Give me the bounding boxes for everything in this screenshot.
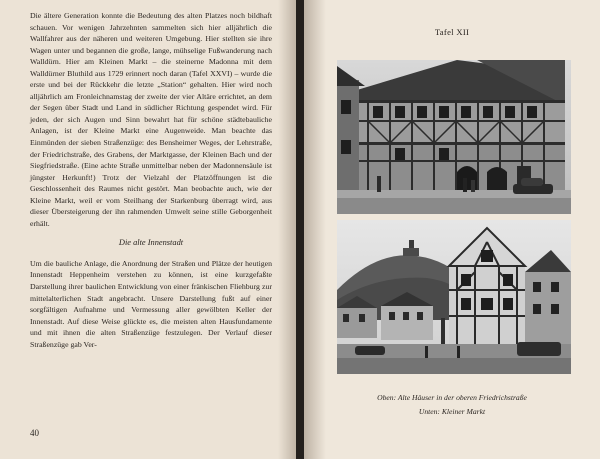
left-page (0, 0, 296, 459)
gutter-shadow-left (278, 0, 296, 459)
page-number: 40 (30, 428, 39, 438)
paragraph-2: Um die bauliche Anlage, die Anordnung der Straßen und Plätze der heutigen Innenstadt Heppenheim verstehen zu können, ist eine kurzgefaßte Darstellung ihrer baulichen Entwicklung von einer fränkischen Fliehburg zur mittelalterlichen Stadt angebracht. Unsere Darstellung fußt auf einer sorgfältigen Aufnahme und Vermessung aller gewölbten Keller der Innenstadt. Auf diese Weise glückte es, die meisten alten Hausfundamente und mit ihnen die alten Straßenzüge festzulegen. Der Verlauf dieser Straßenzüge gab Ver- (30, 258, 272, 349)
gutter-shadow-right (304, 0, 326, 459)
caption-top-photo: Oben: Alte Häuser in der oberen Friedrichstraße (377, 393, 527, 402)
photo-kleiner-markt (337, 220, 571, 374)
caption-bottom-photo: Unten: Kleiner Markt (418, 407, 486, 416)
body-text-column (30, 10, 272, 350)
plate-title: Tafel XII (434, 27, 470, 37)
right-page (304, 0, 600, 459)
photo-half-timbered-houses (337, 60, 571, 214)
paragraph-1: Die ältere Generation konnte die Bedeutung des alten Platzes noch bildhaft schauen. Vor wenigen Jahrzehnten sammelten sich hier alljährlich die Wallfahrer aus der näheren und weiteren Umgebung. Hier stellten sie ihre Wagen unter und begannen die große, lange, mühselige Fußwanderung nach Walldürn. Hier am Kleinen Markt – die steinerne Madonna mit dem Walldürner Bluthild aus 1729 erinnert noch daran (Tafel XXVI) – wurde die erste und bei der Rückkehr die letzte „Station“ gehalten. Hier wird noch alljährlich am Fronleichnamstag der zweite der vier Altäre errichtet, an dem der Segen über Stadt und Land in südlicher Richtung gespendet wird. Für jeden, der sich Augen und Sinn bewahrt hat für schöne städtebauliche Anlagen, ist der Kleine Markt eine Augenweide. Man beachte das Einmünden der sieben Straßenzüge: des Bensheimer Weges, der Lehrstraße, der Friedrichstraße, des Grabens, der Marktgasse, der Kleinen Bach und der Siegfriedstraße. (Eine achte Straße unmittelbar neben der Madonnensäule ist jüngster Herkunft!) Trotz der Vielzahl der Platzöffnungen ist die Geschlossenheit des Raumes nicht gestört. Man beobachte auch, wie der Kleine Markt, weil er vom Steilhang der Starkenburg überragt wird, aus dieser Übersteigerung der ihn rahmenden Umwelt seine stille Geborgenheit erhält. (30, 11, 272, 228)
section-heading: Die alte Innenstadt (118, 238, 184, 248)
